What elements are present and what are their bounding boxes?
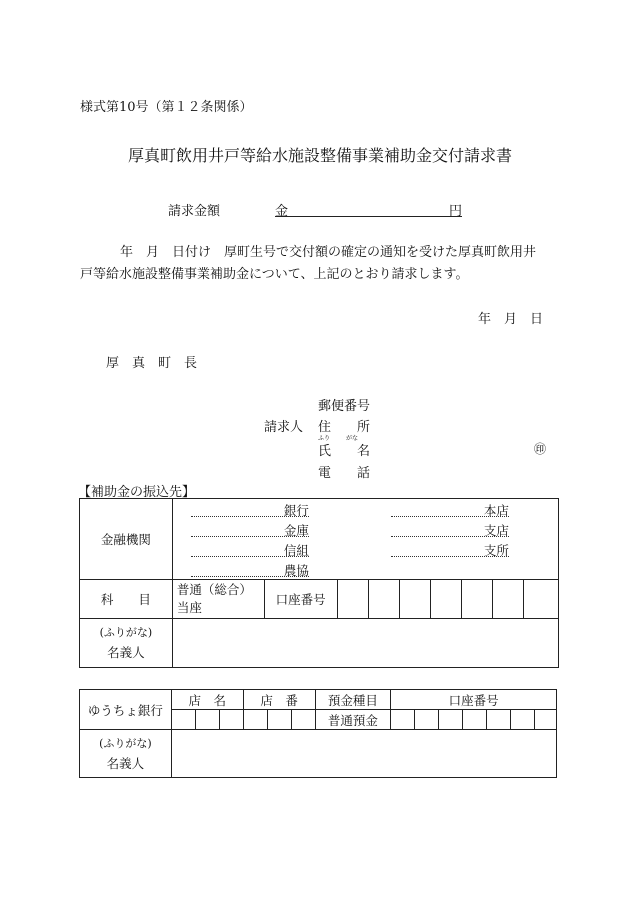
- account-number-label-cell: [264, 580, 337, 619]
- deposit-type-value-cell: [315, 710, 391, 730]
- bank-type-shinkumi: 信組: [283, 543, 309, 558]
- yucho-label: ゆうちょ銀行: [87, 702, 163, 718]
- bank-type-nokyo: 農協: [283, 563, 309, 578]
- address-label: 住 所: [318, 420, 371, 435]
- amount-label: 請求金額: [168, 204, 221, 219]
- account-digit-box[interactable]: [524, 580, 559, 619]
- account-type-cell[interactable]: [172, 580, 264, 619]
- yucho-holder-label-cell: [80, 730, 172, 778]
- seal-icon: ㊞: [534, 442, 547, 456]
- addressee: 厚 真 町 長: [106, 356, 198, 371]
- furigana-ruby-2: がな: [346, 435, 359, 442]
- amount-suffix: 円: [448, 204, 462, 219]
- deposit-type-header: [315, 690, 391, 710]
- institution-label-cell: [80, 499, 173, 580]
- account-digit-box[interactable]: [400, 580, 431, 619]
- deposit-type-label: 預金種目: [327, 692, 378, 708]
- body-text-line1: 年 月 日付け 厚町生号で交付額の確定の通知を受けた厚真町飲用井: [120, 245, 537, 260]
- holder-name-field[interactable]: [172, 619, 558, 668]
- yucho-account-number-label: 口座番号: [448, 692, 499, 708]
- furigana-ruby-1: ふり: [318, 435, 331, 442]
- store-number-label: 店 番: [260, 692, 298, 708]
- branch-type-main: 本店: [483, 503, 509, 518]
- store-number-digit-box[interactable]: [267, 710, 291, 730]
- bank-type-shinkin: 金庫: [283, 523, 309, 538]
- bank-section-title: 【補助金の振込先】: [78, 485, 196, 500]
- body-text-line2: 戸等給水施設整備事業補助金について、上記のとおり請求します。: [80, 267, 469, 282]
- account-number-label: 口座番号: [275, 592, 326, 607]
- subject-label: 科 目: [100, 592, 151, 607]
- yucho-account-digit-box[interactable]: [534, 710, 556, 730]
- form-number: 様式第10号（第１２条関係）: [80, 100, 253, 115]
- phone-label: 電 話: [318, 466, 371, 481]
- yucho-account-digit-box[interactable]: [391, 710, 415, 730]
- yucho-account-digit-box[interactable]: [463, 710, 487, 730]
- yucho-furigana-label: (ふりがな): [99, 736, 152, 750]
- holder-label: 名義人: [107, 645, 145, 660]
- bank-type-bank: 銀行: [283, 503, 309, 518]
- store-name-digit-box[interactable]: [171, 710, 195, 730]
- store-number-digit-box[interactable]: [243, 710, 267, 730]
- furigana-label: (ふりがな): [99, 626, 153, 639]
- store-number-digit-box[interactable]: [291, 710, 315, 730]
- name-label: 氏 名: [318, 444, 371, 459]
- yucho-account-digit-box[interactable]: [415, 710, 439, 730]
- yucho-account-digit-box[interactable]: [487, 710, 511, 730]
- account-digit-box[interactable]: [431, 580, 462, 619]
- institution-cell[interactable]: [172, 499, 558, 580]
- account-digit-box[interactable]: [337, 580, 369, 619]
- postal-code-label: 郵便番号: [318, 399, 371, 414]
- claimant-label: 請求人: [264, 420, 304, 435]
- store-name-label: 店 名: [188, 692, 226, 708]
- yucho-holder-label: 名義人: [106, 755, 145, 771]
- deposit-type-value: 普通預金: [327, 712, 378, 728]
- branch-type-branch: 支店: [483, 523, 509, 538]
- yucho-account-number-header: [391, 690, 557, 710]
- store-name-digit-box[interactable]: [219, 710, 243, 730]
- subject-label-cell: [80, 580, 173, 619]
- page-title: 厚真町飲用井戸等給水施設整備事業補助金交付請求書: [128, 146, 513, 165]
- account-type-ordinary: 普通（総合）: [176, 582, 252, 597]
- holder-label-cell: [80, 619, 173, 668]
- yucho-holder-name-field[interactable]: [171, 730, 556, 778]
- institution-label: 金融機関: [100, 532, 151, 547]
- account-digit-box[interactable]: [493, 580, 524, 619]
- store-name-header: [171, 690, 243, 710]
- amount-field[interactable]: [275, 199, 462, 217]
- yucho-table: [79, 689, 557, 778]
- account-type-current: 当座: [176, 600, 202, 615]
- yucho-label-cell: [80, 690, 172, 730]
- yucho-account-digit-box[interactable]: [439, 710, 463, 730]
- yucho-account-digit-box[interactable]: [511, 710, 535, 730]
- account-digit-box[interactable]: [369, 580, 400, 619]
- amount-prefix: 金: [275, 204, 289, 219]
- store-number-header: [243, 690, 315, 710]
- account-digit-box[interactable]: [462, 580, 493, 619]
- branch-type-office: 支所: [483, 543, 509, 558]
- bank-transfer-table: [79, 498, 559, 668]
- store-name-digit-box[interactable]: [195, 710, 219, 730]
- date-line: 年 月 日: [478, 312, 544, 327]
